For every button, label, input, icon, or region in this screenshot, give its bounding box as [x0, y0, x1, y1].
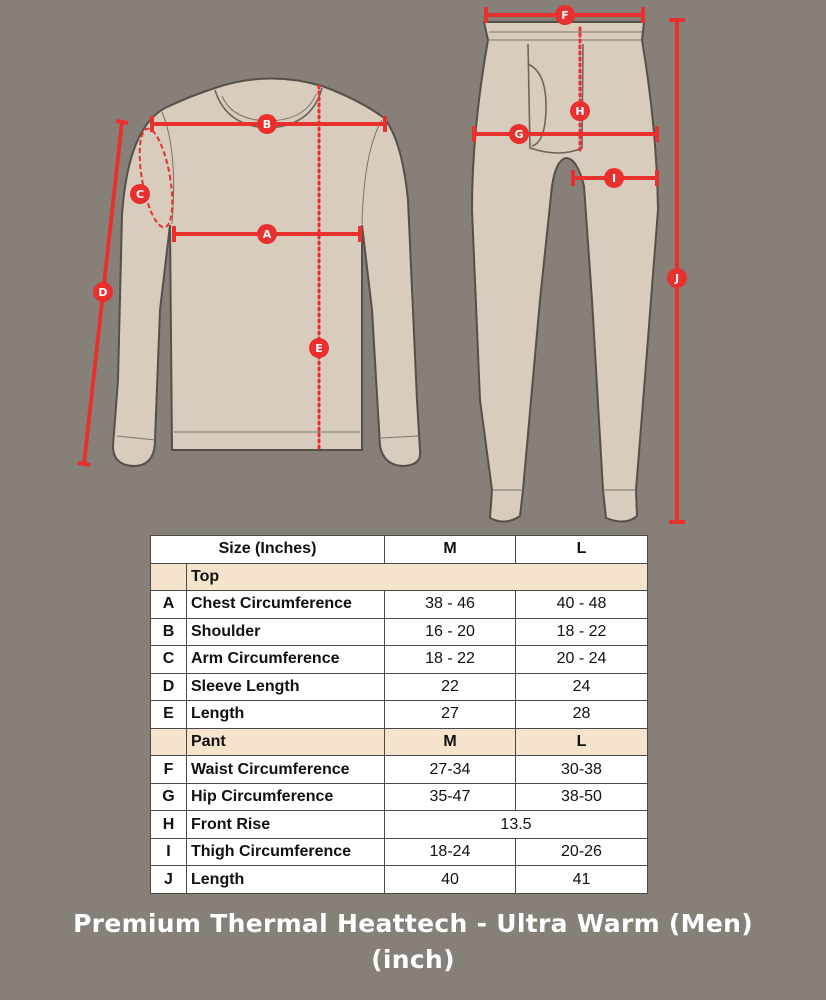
thermal-top-drawing	[78, 78, 420, 466]
row-value-l: 41	[516, 866, 648, 894]
section-size-l: L	[516, 728, 648, 756]
row-key: C	[151, 646, 187, 674]
row-value-m: 16 - 20	[385, 618, 516, 646]
label-badge-e	[309, 338, 329, 358]
row-key: A	[151, 591, 187, 619]
label-badge-d	[93, 282, 113, 302]
svg-text:B: B	[262, 118, 272, 131]
section-label-pant: Pant	[187, 728, 385, 756]
row-key: J	[151, 866, 187, 894]
row-key: E	[151, 701, 187, 729]
row-name: Waist Circumference	[187, 756, 385, 784]
table-row	[151, 838, 648, 866]
row-value-l: 28	[516, 701, 648, 729]
row-value-l: 40 - 48	[516, 591, 648, 619]
caption-unit: (inch)	[371, 945, 455, 974]
svg-text:E: E	[315, 342, 323, 355]
row-name: Thigh Circumference	[187, 838, 385, 866]
row-value-m: 18 - 22	[385, 646, 516, 674]
row-key: D	[151, 673, 187, 701]
section-row-top	[151, 563, 648, 591]
header-size-m: M	[385, 536, 516, 564]
row-value-m: 38 - 46	[385, 591, 516, 619]
svg-text:A: A	[262, 228, 272, 241]
row-value-m: 27	[385, 701, 516, 729]
svg-text:C: C	[135, 188, 145, 201]
label-badge-j	[667, 268, 687, 288]
label-badge-a	[257, 224, 277, 244]
thermal-pants-drawing	[472, 5, 687, 522]
table-row	[151, 783, 648, 811]
table-row	[151, 673, 648, 701]
section-size-m: M	[385, 728, 516, 756]
row-value-l: 24	[516, 673, 648, 701]
row-value-l: 20 - 24	[516, 646, 648, 674]
table-row	[151, 646, 648, 674]
svg-text:F: F	[561, 9, 569, 22]
row-key: I	[151, 838, 187, 866]
label-badge-c	[130, 184, 150, 204]
section-label-top: Top	[187, 563, 648, 591]
row-key: B	[151, 618, 187, 646]
row-name: Length	[187, 701, 385, 729]
row-value-m: 40	[385, 866, 516, 894]
row-value-m: 22	[385, 673, 516, 701]
row-value-m: 27-34	[385, 756, 516, 784]
table-row	[151, 811, 648, 839]
size-chart-table	[150, 535, 648, 894]
table-row	[151, 618, 648, 646]
row-value-l: 20-26	[516, 838, 648, 866]
row-value-both: 13.5	[385, 811, 648, 839]
svg-text:D: D	[98, 286, 108, 299]
table-row	[151, 591, 648, 619]
svg-text:G: G	[514, 128, 524, 141]
label-badge-g	[509, 124, 529, 144]
table-row	[151, 866, 648, 894]
table-row	[151, 756, 648, 784]
row-name: Front Rise	[187, 811, 385, 839]
svg-text:I: I	[611, 172, 617, 185]
table-header-row	[151, 536, 648, 564]
label-badge-f	[555, 5, 575, 25]
label-badge-b	[257, 114, 277, 134]
row-value-l: 38-50	[516, 783, 648, 811]
header-size-label: Size (Inches)	[151, 536, 385, 564]
row-value-l: 18 - 22	[516, 618, 648, 646]
section-row-pant	[151, 728, 648, 756]
svg-text:J: J	[674, 272, 680, 285]
label-badge-i	[604, 168, 624, 188]
row-value-m: 18-24	[385, 838, 516, 866]
caption-title: Premium Thermal Heattech - Ultra Warm (Men)	[73, 909, 753, 938]
row-key: G	[151, 783, 187, 811]
label-badge-h	[570, 101, 590, 121]
header-size-l: L	[516, 536, 648, 564]
table-row	[151, 701, 648, 729]
svg-text:H: H	[575, 105, 585, 118]
row-key: F	[151, 756, 187, 784]
product-caption	[0, 906, 826, 978]
row-name: Shoulder	[187, 618, 385, 646]
row-name: Arm Circumference	[187, 646, 385, 674]
row-name: Sleeve Length	[187, 673, 385, 701]
row-name: Hip Circumference	[187, 783, 385, 811]
row-value-m: 35-47	[385, 783, 516, 811]
row-name: Chest Circumference	[187, 591, 385, 619]
row-name: Length	[187, 866, 385, 894]
row-key: H	[151, 811, 187, 839]
row-value-l: 30-38	[516, 756, 648, 784]
